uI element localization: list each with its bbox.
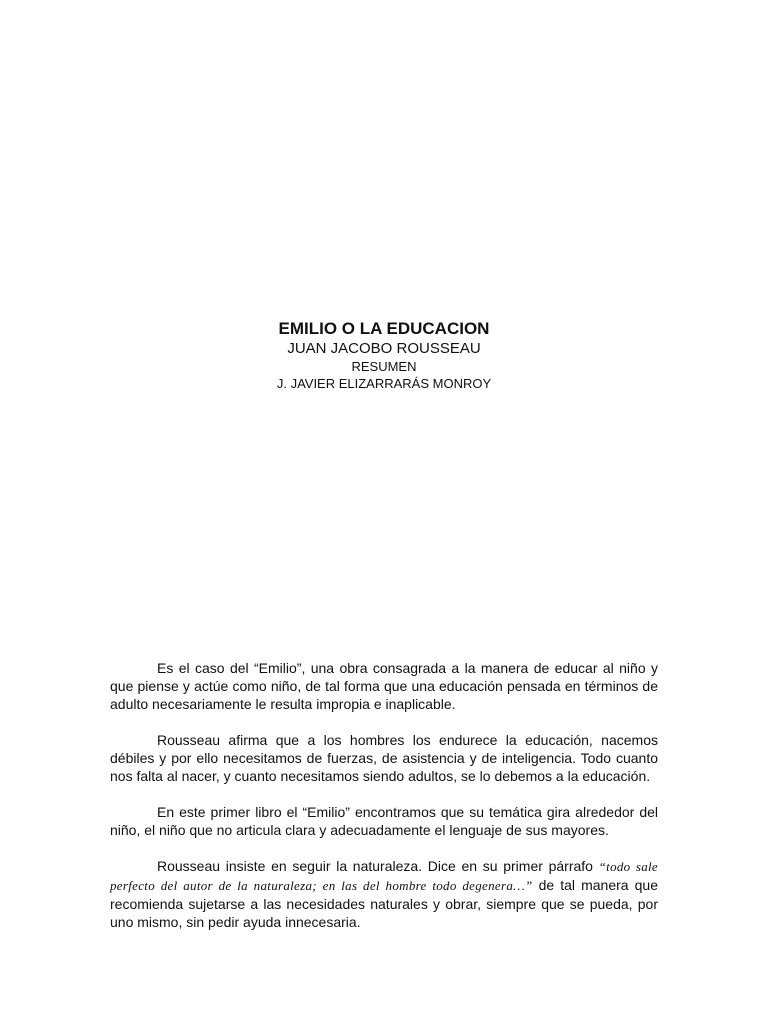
paragraph: En este primer libro el “Emilio” encontramos que su temática gira alrededor del niño, el niño que no articula clara y adecuadamente el lenguaje de sus mayores. — [110, 804, 658, 838]
title-block — [0, 318, 768, 392]
quotation: “todo sale perfecto del autor de la naturaleza; en las del hombre todo degenera…” — [110, 859, 658, 893]
paragraph — [110, 857, 658, 931]
paragraph-text: Rousseau insiste en seguir la naturaleza. Dice en su primer párrafo — [157, 858, 599, 874]
body-text — [110, 659, 658, 949]
paragraph: Es el caso del “Emilio”, una obra consagrada a la manera de educar al niño y que piense y actúe como niño, de tal forma que una educación pensada en términos de adulto necesariamente le resulta impropia e inaplicable. — [110, 660, 658, 712]
paragraph-text: de tal manera que recomienda sujetarse a las necesidades naturales y obrar, siempre que se pueda, por uno mismo, sin pedir ayuda innecesaria. — [110, 877, 658, 930]
document-subtitle: RESUMEN — [351, 359, 417, 374]
paragraph: Rousseau afirma que a los hombres los endurece la educación, nacemos débiles y por ello necesitamos de fuerzas, de asistencia y de inteligencia. Todo cuanto nos falta al nacer, y cuanto necesitamos siendo adultos, se lo debemos a la educación. — [110, 732, 658, 784]
document-author: JUAN JACOBO ROUSSEAU — [287, 340, 481, 357]
document-summarizer: J. JAVIER ELIZARRARÁS MONROY — [276, 376, 492, 391]
document-title: EMILIO O LA EDUCACION — [278, 319, 490, 338]
